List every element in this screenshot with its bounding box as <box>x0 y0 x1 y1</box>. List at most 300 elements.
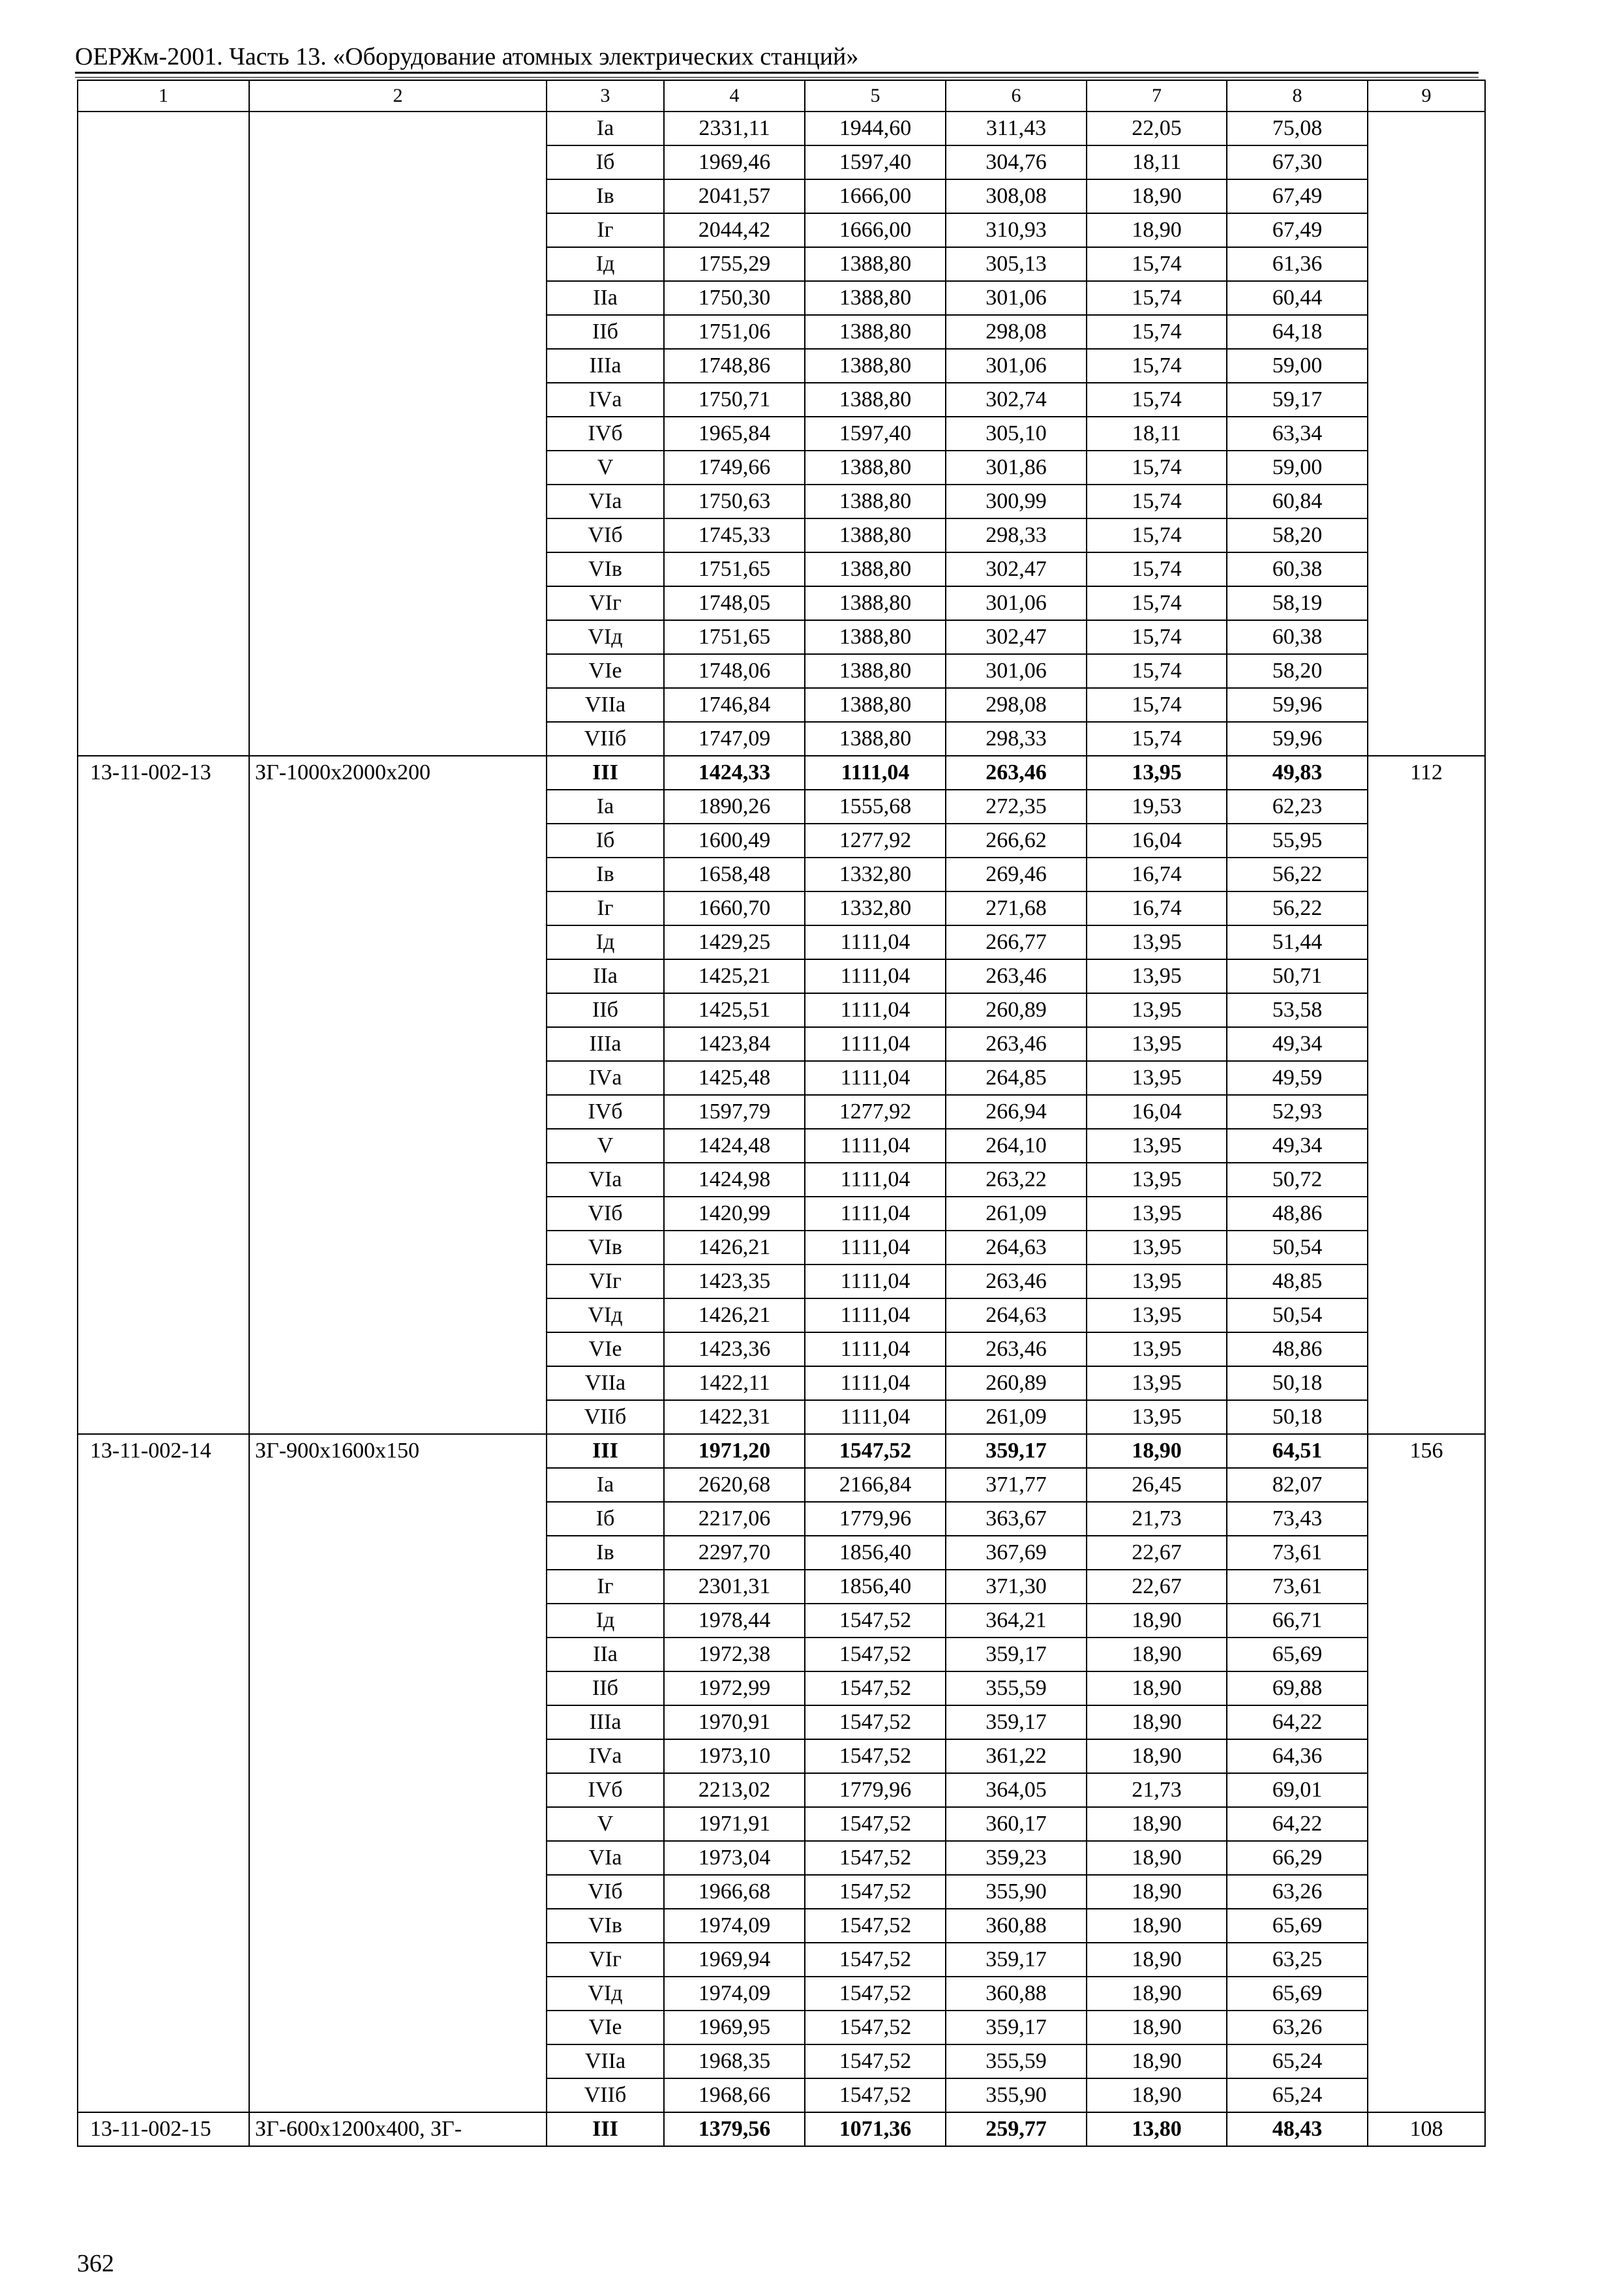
total-cost-cell: 1597,79 <box>664 1095 805 1129</box>
wages-cell: 1111,04 <box>805 1027 946 1061</box>
wages-cell: 1597,40 <box>805 417 946 451</box>
machines-cell: 298,33 <box>946 722 1087 756</box>
regime-cell: VIв <box>547 1231 664 1264</box>
labor-cell: 73,43 <box>1227 1502 1368 1536</box>
header-rule-thin <box>75 77 1479 78</box>
machines-cell: 261,09 <box>946 1197 1087 1231</box>
wages-cell: 1111,04 <box>805 993 946 1027</box>
name-cell: ЗГ-900х1600х150 <box>249 1434 547 2112</box>
machinist-wages-cell: 18,90 <box>1087 1977 1227 2011</box>
machinist-wages-cell: 13,95 <box>1087 1027 1227 1061</box>
regime-cell: IIа <box>547 281 664 315</box>
total-cost-cell: 1973,10 <box>664 1739 805 1773</box>
machinist-wages-cell: 18,90 <box>1087 1739 1227 1773</box>
total-cost-cell: 1420,99 <box>664 1197 805 1231</box>
machinist-wages-cell: 13,95 <box>1087 1332 1227 1366</box>
wages-cell: 1779,96 <box>805 1773 946 1807</box>
total-cost-cell: 1749,66 <box>664 451 805 485</box>
total-cost-cell: 1974,09 <box>664 1977 805 2011</box>
labor-cell: 64,18 <box>1227 315 1368 349</box>
machinist-wages-cell: 19,53 <box>1087 790 1227 824</box>
regime-cell: IVа <box>547 1739 664 1773</box>
total-cost-cell: 1423,84 <box>664 1027 805 1061</box>
wages-cell: 1779,96 <box>805 1502 946 1536</box>
machinist-wages-cell: 18,90 <box>1087 213 1227 247</box>
wages-cell: 1388,80 <box>805 620 946 654</box>
machinist-wages-cell: 15,74 <box>1087 586 1227 620</box>
machines-cell: 301,06 <box>946 586 1087 620</box>
machines-cell: 311,43 <box>946 112 1087 145</box>
regime-cell: Iд <box>547 247 664 281</box>
column-number: 2 <box>249 80 547 112</box>
machinist-wages-cell: 18,90 <box>1087 1604 1227 1638</box>
machines-cell: 305,13 <box>946 247 1087 281</box>
regime-cell: VIIб <box>547 722 664 756</box>
regime-cell: III <box>547 756 664 790</box>
regime-cell: Iб <box>547 1502 664 1536</box>
total-cost-cell: 1751,65 <box>664 620 805 654</box>
machines-cell: 264,85 <box>946 1061 1087 1095</box>
entry-row <box>78 2112 1485 2146</box>
machinist-wages-cell: 13,95 <box>1087 1129 1227 1163</box>
wages-cell: 1388,80 <box>805 654 946 688</box>
total-cost-cell: 1425,51 <box>664 993 805 1027</box>
labor-cell: 59,00 <box>1227 451 1368 485</box>
machines-cell: 359,23 <box>946 1841 1087 1875</box>
machines-cell: 364,21 <box>946 1604 1087 1638</box>
machinist-wages-cell: 15,74 <box>1087 552 1227 586</box>
machines-cell: 301,86 <box>946 451 1087 485</box>
wages-cell: 1547,52 <box>805 1909 946 1943</box>
wages-cell: 1555,68 <box>805 790 946 824</box>
price-table <box>77 80 1486 2147</box>
machines-cell: 302,74 <box>946 383 1087 417</box>
total-cost-cell: 2041,57 <box>664 179 805 213</box>
regime-cell: III <box>547 2112 664 2146</box>
machines-cell: 355,59 <box>946 1671 1087 1705</box>
regime-cell: Iг <box>547 213 664 247</box>
regime-cell: VIд <box>547 1977 664 2011</box>
wages-cell: 1547,52 <box>805 1604 946 1638</box>
total-cost-cell: 1969,94 <box>664 1943 805 1977</box>
labor-cell: 67,30 <box>1227 145 1368 179</box>
labor-cell: 50,18 <box>1227 1366 1368 1400</box>
machines-cell: 355,59 <box>946 2044 1087 2078</box>
machinist-wages-cell: 13,95 <box>1087 1298 1227 1332</box>
machinist-wages-cell: 18,90 <box>1087 1909 1227 1943</box>
machines-cell: 301,06 <box>946 654 1087 688</box>
total-cost-cell: 1970,91 <box>664 1705 805 1739</box>
total-cost-cell: 1972,99 <box>664 1671 805 1705</box>
machines-cell: 266,77 <box>946 925 1087 959</box>
labor-cell: 51,44 <box>1227 925 1368 959</box>
labor-cell: 65,69 <box>1227 1977 1368 2011</box>
code-cell: 13-11-002-14 <box>78 1434 249 2112</box>
machines-cell: 360,88 <box>946 1977 1087 2011</box>
column-number: 5 <box>805 80 946 112</box>
regime-cell: VIа <box>547 1163 664 1197</box>
machines-cell: 261,09 <box>946 1400 1087 1434</box>
machines-cell: 264,63 <box>946 1298 1087 1332</box>
machinist-wages-cell: 15,74 <box>1087 451 1227 485</box>
total-cost-cell: 1422,11 <box>664 1366 805 1400</box>
machinist-wages-cell: 13,95 <box>1087 959 1227 993</box>
wages-cell: 1111,04 <box>805 959 946 993</box>
weight-cell-empty <box>1368 112 1485 756</box>
machinist-wages-cell: 15,74 <box>1087 349 1227 383</box>
total-cost-cell: 1426,21 <box>664 1231 805 1264</box>
machinist-wages-cell: 18,90 <box>1087 1841 1227 1875</box>
name-cell: ЗГ-1000х2000х200 <box>249 756 547 1434</box>
regime-cell: VIб <box>547 1197 664 1231</box>
labor-cell: 56,22 <box>1227 891 1368 925</box>
column-number: 6 <box>946 80 1087 112</box>
regime-cell: V <box>547 1129 664 1163</box>
wages-cell: 1388,80 <box>805 383 946 417</box>
total-cost-cell: 1429,25 <box>664 925 805 959</box>
wages-cell: 1547,52 <box>805 1807 946 1841</box>
machines-cell: 300,99 <box>946 485 1087 518</box>
wages-cell: 1111,04 <box>805 1400 946 1434</box>
machines-cell: 264,63 <box>946 1231 1087 1264</box>
labor-cell: 58,20 <box>1227 518 1368 552</box>
total-cost-cell: 1424,33 <box>664 756 805 790</box>
machines-cell: 260,89 <box>946 993 1087 1027</box>
machinist-wages-cell: 16,04 <box>1087 1095 1227 1129</box>
regime-cell: Iб <box>547 824 664 858</box>
machinist-wages-cell: 21,73 <box>1087 1773 1227 1807</box>
machines-cell: 263,22 <box>946 1163 1087 1197</box>
total-cost-cell: 1971,91 <box>664 1807 805 1841</box>
machinist-wages-cell: 16,04 <box>1087 824 1227 858</box>
machines-cell: 301,06 <box>946 281 1087 315</box>
regime-cell: IIа <box>547 959 664 993</box>
column-number: 8 <box>1227 80 1368 112</box>
machinist-wages-cell: 18,90 <box>1087 179 1227 213</box>
total-cost-cell: 1968,35 <box>664 2044 805 2078</box>
machines-cell: 302,47 <box>946 620 1087 654</box>
machines-cell: 263,46 <box>946 756 1087 790</box>
machines-cell: 364,05 <box>946 1773 1087 1807</box>
labor-cell: 49,34 <box>1227 1027 1368 1061</box>
wages-cell: 1111,04 <box>805 1264 946 1298</box>
machinist-wages-cell: 18,90 <box>1087 1434 1227 1468</box>
wages-cell: 1388,80 <box>805 485 946 518</box>
wages-cell: 1597,40 <box>805 145 946 179</box>
total-cost-cell: 1751,06 <box>664 315 805 349</box>
column-number: 9 <box>1368 80 1485 112</box>
table-body <box>78 80 1485 2146</box>
labor-cell: 75,08 <box>1227 112 1368 145</box>
total-cost-cell: 1750,30 <box>664 281 805 315</box>
total-cost-cell: 1968,66 <box>664 2078 805 2112</box>
machines-cell: 363,67 <box>946 1502 1087 1536</box>
column-number: 7 <box>1087 80 1227 112</box>
wages-cell: 1547,52 <box>805 2011 946 2044</box>
total-cost-cell: 1750,63 <box>664 485 805 518</box>
regime-cell: Iа <box>547 112 664 145</box>
machinist-wages-cell: 18,90 <box>1087 2011 1227 2044</box>
machines-cell: 304,76 <box>946 145 1087 179</box>
regime-cell: VIб <box>547 1875 664 1909</box>
labor-cell: 63,25 <box>1227 1943 1368 1977</box>
regime-cell: IVб <box>547 1095 664 1129</box>
regime-cell: VIг <box>547 586 664 620</box>
total-cost-cell: 1751,65 <box>664 552 805 586</box>
total-cost-cell: 1660,70 <box>664 891 805 925</box>
regime-cell: Iв <box>547 858 664 891</box>
total-cost-cell: 1425,21 <box>664 959 805 993</box>
page-number: 362 <box>77 2250 114 2277</box>
wages-cell: 1388,80 <box>805 247 946 281</box>
machines-cell: 298,08 <box>946 688 1087 722</box>
total-cost-cell: 1423,36 <box>664 1332 805 1366</box>
wages-cell: 1856,40 <box>805 1570 946 1604</box>
total-cost-cell: 1965,84 <box>664 417 805 451</box>
wages-cell: 1547,52 <box>805 1638 946 1671</box>
machines-cell: 308,08 <box>946 179 1087 213</box>
labor-cell: 50,54 <box>1227 1298 1368 1332</box>
regime-cell: VIа <box>547 485 664 518</box>
wages-cell: 1388,80 <box>805 451 946 485</box>
labor-cell: 62,23 <box>1227 790 1368 824</box>
labor-cell: 69,88 <box>1227 1671 1368 1705</box>
machines-cell: 359,17 <box>946 1434 1087 1468</box>
regime-cell: VIIб <box>547 2078 664 2112</box>
regime-cell: IIIа <box>547 1705 664 1739</box>
wages-cell: 1547,52 <box>805 1841 946 1875</box>
regime-cell: VIг <box>547 1264 664 1298</box>
total-cost-cell: 1423,35 <box>664 1264 805 1298</box>
wages-cell: 1111,04 <box>805 756 946 790</box>
wages-cell: 1547,52 <box>805 1977 946 2011</box>
wages-cell: 1666,00 <box>805 213 946 247</box>
machinist-wages-cell: 13,95 <box>1087 756 1227 790</box>
machinist-wages-cell: 15,74 <box>1087 315 1227 349</box>
regime-cell: III <box>547 1434 664 1468</box>
wages-cell: 1332,80 <box>805 858 946 891</box>
wages-cell: 1388,80 <box>805 349 946 383</box>
regime-cell: VIIа <box>547 688 664 722</box>
machines-cell: 264,10 <box>946 1129 1087 1163</box>
machinist-wages-cell: 18,90 <box>1087 2044 1227 2078</box>
labor-cell: 50,71 <box>1227 959 1368 993</box>
total-cost-cell: 1748,06 <box>664 654 805 688</box>
table-row <box>78 112 1485 145</box>
machines-cell: 271,68 <box>946 891 1087 925</box>
total-cost-cell: 2217,06 <box>664 1502 805 1536</box>
machinist-wages-cell: 13,95 <box>1087 1400 1227 1434</box>
regime-cell: VIе <box>547 654 664 688</box>
total-cost-cell: 1425,48 <box>664 1061 805 1095</box>
regime-cell: V <box>547 451 664 485</box>
wages-cell: 1111,04 <box>805 1366 946 1400</box>
labor-cell: 59,96 <box>1227 722 1368 756</box>
labor-cell: 52,93 <box>1227 1095 1368 1129</box>
labor-cell: 67,49 <box>1227 179 1368 213</box>
labor-cell: 48,43 <box>1227 2112 1368 2146</box>
labor-cell: 66,71 <box>1227 1604 1368 1638</box>
regime-cell: IIа <box>547 1638 664 1671</box>
machinist-wages-cell: 22,05 <box>1087 112 1227 145</box>
regime-cell: IVа <box>547 1061 664 1095</box>
machinist-wages-cell: 15,74 <box>1087 281 1227 315</box>
labor-cell: 65,69 <box>1227 1638 1368 1671</box>
total-cost-cell: 1966,68 <box>664 1875 805 1909</box>
regime-cell: VIе <box>547 1332 664 1366</box>
labor-cell: 50,18 <box>1227 1400 1368 1434</box>
regime-cell: Iа <box>547 790 664 824</box>
total-cost-cell: 1424,98 <box>664 1163 805 1197</box>
regime-cell: VIг <box>547 1943 664 1977</box>
total-cost-cell: 1748,86 <box>664 349 805 383</box>
wages-cell: 1547,52 <box>805 1434 946 1468</box>
regime-cell: VIIб <box>547 1400 664 1434</box>
labor-cell: 49,34 <box>1227 1129 1368 1163</box>
machinist-wages-cell: 13,95 <box>1087 1061 1227 1095</box>
column-numbers-row <box>78 80 1485 112</box>
total-cost-cell: 1755,29 <box>664 247 805 281</box>
machinist-wages-cell: 15,74 <box>1087 485 1227 518</box>
regime-cell: V <box>547 1807 664 1841</box>
labor-cell: 73,61 <box>1227 1570 1368 1604</box>
regime-cell: IIIа <box>547 1027 664 1061</box>
labor-cell: 65,24 <box>1227 2078 1368 2112</box>
regime-cell: Iг <box>547 1570 664 1604</box>
machinist-wages-cell: 18,11 <box>1087 417 1227 451</box>
machinist-wages-cell: 18,90 <box>1087 1638 1227 1671</box>
labor-cell: 55,95 <box>1227 824 1368 858</box>
machinist-wages-cell: 13,95 <box>1087 993 1227 1027</box>
total-cost-cell: 1971,20 <box>664 1434 805 1468</box>
machinist-wages-cell: 13,95 <box>1087 1163 1227 1197</box>
machines-cell: 359,17 <box>946 1943 1087 1977</box>
wages-cell: 1666,00 <box>805 179 946 213</box>
labor-cell: 63,26 <box>1227 2011 1368 2044</box>
total-cost-cell: 1426,21 <box>664 1298 805 1332</box>
wages-cell: 1547,52 <box>805 1943 946 1977</box>
total-cost-cell: 2213,02 <box>664 1773 805 1807</box>
labor-cell: 73,61 <box>1227 1536 1368 1570</box>
labor-cell: 59,17 <box>1227 383 1368 417</box>
wages-cell: 1111,04 <box>805 1061 946 1095</box>
labor-cell: 48,86 <box>1227 1332 1368 1366</box>
wages-cell: 1388,80 <box>805 688 946 722</box>
total-cost-cell: 1974,09 <box>664 1909 805 1943</box>
total-cost-cell: 1379,56 <box>664 2112 805 2146</box>
labor-cell: 50,72 <box>1227 1163 1368 1197</box>
wages-cell: 1547,52 <box>805 2044 946 2078</box>
machines-cell: 298,08 <box>946 315 1087 349</box>
machinist-wages-cell: 18,90 <box>1087 1671 1227 1705</box>
labor-cell: 53,58 <box>1227 993 1368 1027</box>
labor-cell: 63,34 <box>1227 417 1368 451</box>
wages-cell: 1332,80 <box>805 891 946 925</box>
wages-cell: 1277,92 <box>805 824 946 858</box>
wages-cell: 1547,52 <box>805 1875 946 1909</box>
machinist-wages-cell: 18,11 <box>1087 145 1227 179</box>
machines-cell: 263,46 <box>946 1264 1087 1298</box>
machinist-wages-cell: 15,74 <box>1087 518 1227 552</box>
regime-cell: VIд <box>547 620 664 654</box>
labor-cell: 64,36 <box>1227 1739 1368 1773</box>
regime-cell: IVа <box>547 383 664 417</box>
labor-cell: 82,07 <box>1227 1468 1368 1502</box>
header-rule <box>75 72 1479 74</box>
labor-cell: 64,51 <box>1227 1434 1368 1468</box>
machinist-wages-cell: 21,73 <box>1087 1502 1227 1536</box>
machines-cell: 301,06 <box>946 349 1087 383</box>
machines-cell: 269,46 <box>946 858 1087 891</box>
machines-cell: 360,88 <box>946 1909 1087 1943</box>
regime-cell: VIа <box>547 1841 664 1875</box>
regime-cell: IIб <box>547 315 664 349</box>
labor-cell: 50,54 <box>1227 1231 1368 1264</box>
machines-cell: 360,17 <box>946 1807 1087 1841</box>
wages-cell: 1388,80 <box>805 586 946 620</box>
total-cost-cell: 1978,44 <box>664 1604 805 1638</box>
machines-cell: 359,17 <box>946 2011 1087 2044</box>
total-cost-cell: 1658,48 <box>664 858 805 891</box>
labor-cell: 66,29 <box>1227 1841 1368 1875</box>
regime-cell: VIб <box>547 518 664 552</box>
wages-cell: 1547,52 <box>805 2078 946 2112</box>
machinist-wages-cell: 15,74 <box>1087 620 1227 654</box>
entry-row <box>78 1434 1485 1468</box>
machines-cell: 359,17 <box>946 1705 1087 1739</box>
wages-cell: 1111,04 <box>805 1332 946 1366</box>
machines-cell: 305,10 <box>946 417 1087 451</box>
total-cost-cell: 2044,42 <box>664 213 805 247</box>
regime-cell: IVб <box>547 417 664 451</box>
machinist-wages-cell: 15,74 <box>1087 247 1227 281</box>
labor-cell: 61,36 <box>1227 247 1368 281</box>
machines-cell: 272,35 <box>946 790 1087 824</box>
machines-cell: 355,90 <box>946 1875 1087 1909</box>
machinist-wages-cell: 13,95 <box>1087 1264 1227 1298</box>
labor-cell: 65,69 <box>1227 1909 1368 1943</box>
machines-cell: 371,77 <box>946 1468 1087 1502</box>
machines-cell: 263,46 <box>946 959 1087 993</box>
regime-cell: Iв <box>547 179 664 213</box>
regime-cell: Iа <box>547 1468 664 1502</box>
wages-cell: 1277,92 <box>805 1095 946 1129</box>
wages-cell: 1111,04 <box>805 1298 946 1332</box>
regime-cell: IIб <box>547 1671 664 1705</box>
machines-cell: 355,90 <box>946 2078 1087 2112</box>
labor-cell: 63,26 <box>1227 1875 1368 1909</box>
regime-cell: Iб <box>547 145 664 179</box>
code-cell: 13-11-002-15 <box>78 2112 249 2146</box>
total-cost-cell: 1969,95 <box>664 2011 805 2044</box>
labor-cell: 58,20 <box>1227 654 1368 688</box>
machinist-wages-cell: 18,90 <box>1087 1943 1227 1977</box>
machines-cell: 367,69 <box>946 1536 1087 1570</box>
machines-cell: 260,89 <box>946 1366 1087 1400</box>
machinist-wages-cell: 18,90 <box>1087 1705 1227 1739</box>
total-cost-cell: 1750,71 <box>664 383 805 417</box>
wages-cell: 1388,80 <box>805 315 946 349</box>
machines-cell: 298,33 <box>946 518 1087 552</box>
regime-cell: VIе <box>547 2011 664 2044</box>
total-cost-cell: 1972,38 <box>664 1638 805 1671</box>
labor-cell: 60,84 <box>1227 485 1368 518</box>
total-cost-cell: 2297,70 <box>664 1536 805 1570</box>
total-cost-cell: 1424,48 <box>664 1129 805 1163</box>
labor-cell: 48,86 <box>1227 1197 1368 1231</box>
labor-cell: 58,19 <box>1227 586 1368 620</box>
machinist-wages-cell: 18,90 <box>1087 1807 1227 1841</box>
